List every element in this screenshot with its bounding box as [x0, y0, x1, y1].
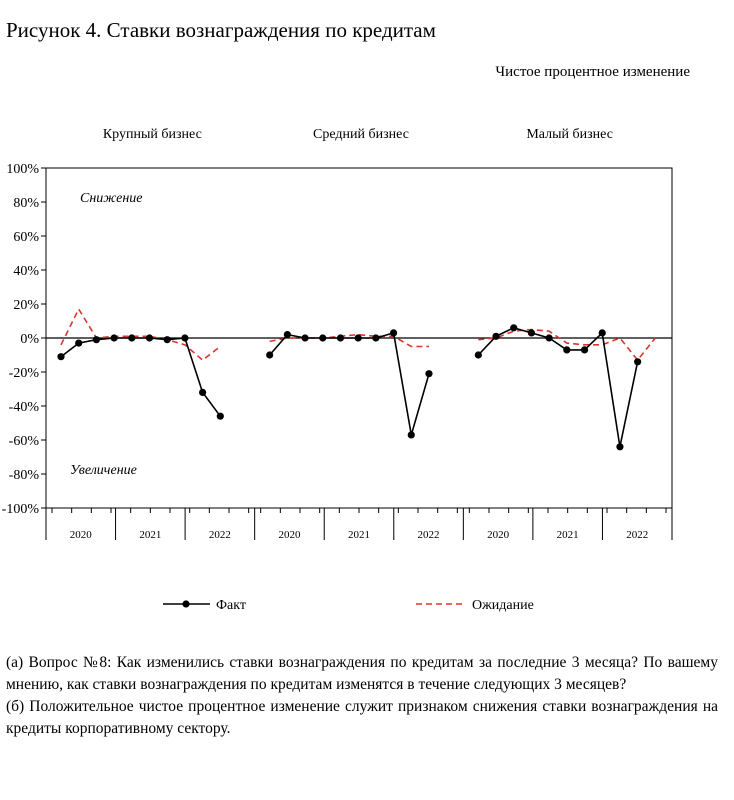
figure-subtitle: Чистое процентное изменение	[495, 64, 690, 80]
y-tick-label: -60%	[8, 434, 39, 449]
expectation-line	[478, 330, 655, 361]
fact-point	[390, 329, 397, 336]
figure-title: Рисунок 4. Ставки вознаграждения по кредитам	[6, 18, 436, 42]
fact-point	[634, 358, 641, 365]
panel-title: Крупный бизнес	[102, 127, 202, 142]
fact-point	[337, 334, 344, 341]
year-label: 2021	[348, 529, 370, 541]
panel-title: Средний бизнес	[313, 127, 409, 142]
fact-point	[181, 334, 188, 341]
y-tick-label: 40%	[13, 264, 39, 279]
year-label: 2022	[417, 529, 440, 541]
fact-point	[425, 370, 432, 377]
figure-notes	[6, 652, 718, 740]
fact-line	[478, 328, 637, 447]
fact-point	[599, 329, 606, 336]
fact-point	[146, 334, 153, 341]
fact-point	[284, 331, 291, 338]
fact-point	[164, 336, 171, 343]
annotation-increase: Увеличение	[70, 463, 137, 478]
year-label: 2022	[626, 529, 649, 541]
legend-expectation-label: Ожидание	[472, 598, 534, 613]
fact-point	[301, 334, 308, 341]
year-label: 2020	[278, 529, 301, 541]
y-tick-label: 80%	[13, 196, 39, 211]
fact-line	[270, 333, 429, 435]
fact-point	[355, 334, 362, 341]
fact-point	[319, 334, 326, 341]
y-tick-label: 20%	[13, 298, 39, 313]
fact-point	[128, 334, 135, 341]
fact-point	[563, 346, 570, 353]
y-tick-label: 100%	[6, 162, 39, 177]
year-label: 2020	[69, 529, 92, 541]
fact-line	[61, 338, 220, 416]
year-label: 2022	[208, 529, 231, 541]
fact-point	[111, 334, 118, 341]
y-tick-label: -20%	[8, 366, 39, 381]
fact-point	[510, 324, 517, 331]
y-tick-label: -40%	[8, 400, 39, 415]
fact-point	[93, 336, 100, 343]
year-label: 2021	[556, 529, 579, 541]
expectation-line	[61, 309, 220, 360]
y-tick-label: -100%	[1, 502, 39, 517]
fact-point	[57, 353, 64, 360]
fact-point	[581, 346, 588, 353]
y-tick-label: -80%	[8, 468, 39, 483]
fact-point	[475, 351, 482, 358]
y-tick-label: 0%	[20, 332, 39, 347]
legend-fact-marker	[182, 600, 189, 607]
legend-fact-label: Факт	[216, 598, 247, 613]
fact-point	[266, 351, 273, 358]
panel-title: Малый бизнес	[526, 127, 613, 142]
fact-point	[408, 431, 415, 438]
fact-point	[217, 413, 224, 420]
fact-point	[546, 334, 553, 341]
fact-point	[616, 443, 623, 450]
note-a: (а) Вопрос №8: Как изменились ставки вознаграждения по кредитам за последние 3 месяца? По вашему мнению, как ставки вознаграждения по кредитам изменятся в течение следующих 3 месяцев?	[6, 654, 718, 693]
annotation-decrease: Снижение	[80, 191, 143, 206]
fact-point	[199, 389, 206, 396]
note-b: (б) Положительное чистое процентное изменение служит признаком снижения ставки вознаграждения на кредиты корпоративному сектору.	[6, 698, 718, 737]
chart	[0, 110, 734, 630]
fact-point	[75, 340, 82, 347]
y-tick-label: 60%	[13, 230, 39, 245]
year-label: 2021	[139, 529, 162, 541]
fact-point	[492, 333, 499, 340]
fact-point	[372, 334, 379, 341]
year-label: 2020	[487, 529, 510, 541]
fact-point	[528, 329, 535, 336]
